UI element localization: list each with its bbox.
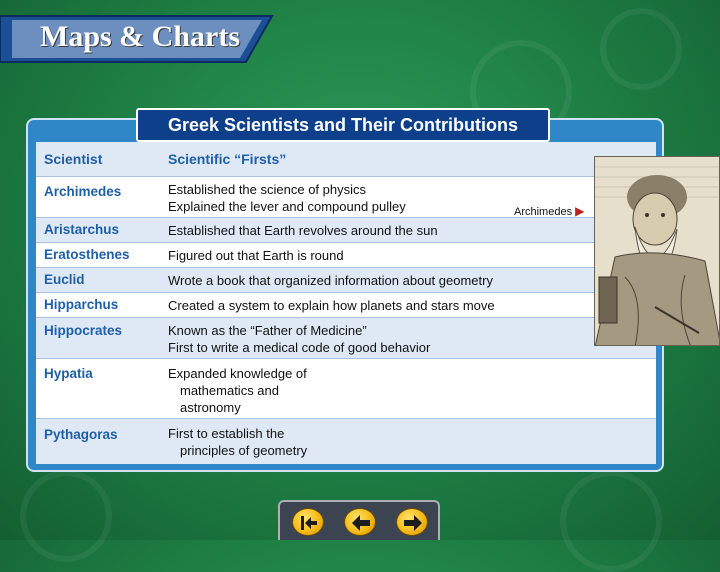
title-tab xyxy=(0,14,276,64)
column-header-scientist: Scientist xyxy=(44,151,103,167)
contribution-line: principles of geometry xyxy=(180,443,308,458)
chart-panel xyxy=(26,118,664,472)
table-row xyxy=(36,217,656,243)
background-swirl xyxy=(600,8,682,90)
contribution xyxy=(168,365,307,416)
archimedes-portrait xyxy=(594,156,720,346)
contribution-line: Expanded knowledge of xyxy=(168,366,307,381)
scientist-name: Archimedes xyxy=(44,184,122,199)
scientist-name: Hypatia xyxy=(44,366,93,381)
first-slide-button[interactable] xyxy=(292,508,324,536)
contribution xyxy=(168,247,344,264)
table-header xyxy=(36,142,656,176)
portrait-caption xyxy=(514,204,584,218)
table-row xyxy=(36,317,656,359)
scientist-name: Pythagoras xyxy=(44,427,118,442)
next-slide-button[interactable] xyxy=(396,508,428,536)
contribution-line: Explained the lever and compound pulley xyxy=(168,199,406,214)
contribution-line: First to establish the xyxy=(168,426,285,441)
scientist-name: Aristarchus xyxy=(44,222,120,237)
previous-slide-icon xyxy=(345,509,377,537)
scientist-name: Eratosthenes xyxy=(44,247,130,262)
contribution xyxy=(168,181,406,215)
contribution-line: Known as the “Father of Medicine” xyxy=(168,323,367,338)
next-slide-icon xyxy=(397,509,429,537)
contribution-line: Established that Earth revolves around the sun xyxy=(168,223,438,238)
contribution-line: First to write a medical code of good behavior xyxy=(168,340,431,355)
table-row xyxy=(36,292,656,318)
table-row xyxy=(36,267,656,293)
scientist-name: Hipparchus xyxy=(44,297,119,312)
contribution-line: astronomy xyxy=(180,400,241,415)
previous-slide-button[interactable] xyxy=(344,508,376,536)
contribution xyxy=(168,272,493,289)
scientist-name: Hippocrates xyxy=(44,323,123,338)
contribution xyxy=(168,222,438,239)
contribution-line: Figured out that Earth is round xyxy=(168,248,344,263)
contribution xyxy=(168,425,307,459)
scientist-name: Euclid xyxy=(44,272,85,287)
contribution-line: mathematics and xyxy=(180,383,279,398)
slide-navigation xyxy=(278,500,440,540)
contribution-line: Created a system to explain how planets and stars move xyxy=(168,298,495,313)
table-row xyxy=(36,418,656,464)
table-title-banner: Greek Scientists and Their Contributions xyxy=(136,108,550,142)
table-row xyxy=(36,358,656,419)
scientists-table xyxy=(36,142,656,464)
contribution xyxy=(168,297,495,314)
first-slide-icon xyxy=(293,509,325,537)
contribution-line: Wrote a book that organized information about geometry xyxy=(168,273,493,288)
column-header-firsts: Scientific “Firsts” xyxy=(168,151,287,167)
right-triangle-icon: ▶ xyxy=(575,204,585,218)
contribution xyxy=(168,322,430,356)
archimedes-engraving-image xyxy=(595,157,720,346)
portrait-caption-text: Archimedes xyxy=(514,206,573,218)
page-title: Maps & Charts xyxy=(40,20,240,53)
background-swirl xyxy=(560,470,662,572)
table-row xyxy=(36,242,656,268)
background-swirl xyxy=(20,470,112,562)
contribution-line: Established the science of physics xyxy=(168,182,366,197)
